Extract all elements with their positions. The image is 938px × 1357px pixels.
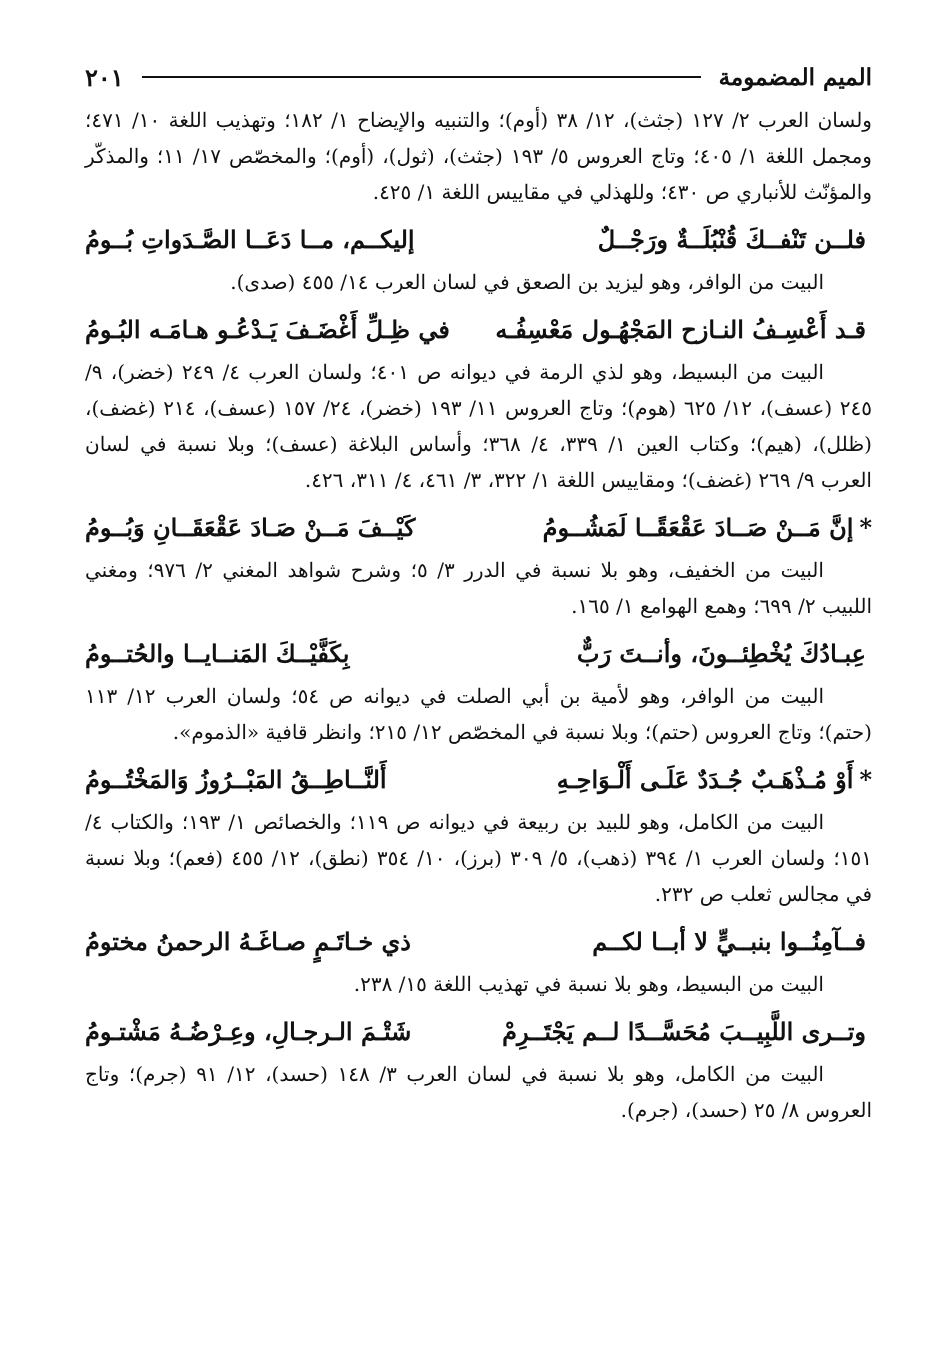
verse-note: البيت من الوافر، وهو ليزيد بن الصعق في لسان العرب ١٤/ ٤٥٥ (صدى). [230,270,824,294]
first-hemistich: وتــرى اللَّبِيــبَ مُحَسَّــدًا لــم يَجْتَــرِمْ [502,1017,866,1046]
verse-line [85,306,872,354]
second-hemistich: في ظِـلِّ أَغْضَـفَ يَـدْعُـو هـامَـه البُـومُ [85,315,450,344]
verse-line [85,216,872,264]
continuation-note: ولسان العرب ٢/ ١٢٧ (جثث)، ١٢/ ٣٨ (أوم)؛ والتنبيه والإيضاح ١/ ١٨٢؛ وتهذيب اللغة ١٠/ ٤٧١؛ ومجمل اللغة ١/ ٤٠٥؛ وتاج العروس ٥/ ١٩٣ (جثث)، (ثول)، (أوم)؛ والمخصّص ١٧/ ١١؛ والمذكّر والمؤنّث للأنباري ص ٤٣٠؛ وللهذلي في مقاييس اللغة ١/ ٤٢٥. [85,108,872,204]
first-hemistich: إنَّ مَــنْ صَــادَ عَقْعَقًــا لَمَشُــومُ [542,513,854,542]
running-title: الميم المضمومة [718,63,872,91]
verse-entry [85,1008,872,1128]
header-rule [142,76,701,78]
verse-line [85,1008,872,1056]
verse-line [85,756,872,804]
first-hemistich: فــآمِنُــوا بنبــيٍّ لا أبــا لكــم [592,927,866,956]
verse-entry [85,216,872,300]
verse-note: البيت من الكامل، وهو بلا نسبة في لسان العرب ٣/ ١٤٨ (حسد)، ١٢/ ٩١ (جرم)؛ وتاج العروس ٨/ ٢٥ (حسد)، (جرم). [85,1062,872,1122]
verse-note: البيت من البسيط، وهو بلا نسبة في تهذيب اللغة ١٥/ ٢٣٨. [353,972,824,996]
verse-note: البيت من الكامل، وهو للبيد بن ربيعة في ديوانه ص ١١٩؛ والخصائص ١/ ١٩٣؛ والكتاب ٤/ ١٥١؛ ولسان العرب ١/ ٣٩٤ (ذهب)، ٥/ ٣٠٩ (برز)، ١٠/ ٣٥٤ (نطق)، ١٢/ ٤٥٥ (فعم)؛ وبلا نسبة في مجالس ثعلب ص ٢٣٢. [85,810,872,906]
verse-entry [85,630,872,750]
page-header [85,58,872,96]
first-hemistich: أَوْ مُـذْهَـبٌ جُـدَدٌ عَلَـى أَلْـوَاحِـهِ [556,765,854,794]
verse-entry [85,504,872,624]
verse-entry [85,756,872,912]
star-mark: * [859,513,872,542]
verse-note: البيت من البسيط، وهو لذي الرمة في ديوانه ص ٤٠١؛ ولسان العرب ٤/ ٢٤٩ (خضر)، ٩/ ٢٤٥ (عسف)، ١٢/ ٦٢٥ (هوم)؛ وتاج العروس ١١/ ١٩٣ (خضر)، ٢٤/ ١٥٧ (عسف)، ٢١٤ (غضف)، (ظلل)، (هيم)؛ وكتاب العين ١/ ٣٣٩، ٤/ ٣٦٨؛ وأساس البلاغة (عسف)؛ وبلا نسبة في لسان العرب ٩/ ٢٦٩ (غضف)؛ ومقاييس اللغة ١/ ٣٢٢، ٣/ ٤٦١، ٤/ ٣١١، ٤٢٦. [85,360,872,492]
second-hemistich: كَيْــفَ مَــنْ صَـادَ عَقْعَقَــانِ وَبُــومُ [85,513,416,542]
second-hemistich: إليكــم، مــا دَعَــا الصَّـدَواتِ بُــومُ [85,225,415,254]
first-hemistich: عِبـادُكَ يُخْطِئــونَ، وأنــتَ رَبٌّ [576,639,866,668]
second-hemistich: شَتْـمَ الـرجـالِ، وعِـرْضُـهُ مَشْتـومُ [85,1017,412,1046]
verse-line [85,630,872,678]
page-number: ٢٠١ [85,62,124,92]
verse-note: البيت من الوافر، وهو لأمية بن أبي الصلت في ديوانه ص ٥٤؛ ولسان العرب ١٢/ ١١٣ (حتم)؛ وتاج العروس (حتم)؛ وبلا نسبة في المخصّص ١٢/ ٢١٥؛ وانظر قافية «الذموم». [85,684,872,744]
verse-entry [85,918,872,1002]
verse-note: البيت من الخفيف، وهو بلا نسبة في الدرر ٣/ ٥؛ وشرح شواهد المغني ٢/ ٩٧٦؛ ومغني اللبيب ٢/ ٦٩٩؛ وهمع الهوامع ١/ ١٦٥. [85,558,872,618]
verse-entry [85,306,872,498]
second-hemistich: بِكَفَّيْــكَ المَنــايــا والحُتــومُ [85,639,350,668]
star-mark: * [859,765,872,794]
book-page [85,58,872,1317]
second-hemistich: أَلنَّــاطِــقُ المَبْــرُوزُ وَالمَخْتُــومُ [85,765,387,794]
first-hemistich: فلــن تَنْفــكَ قُنْبُلَــةٌ ورَجْــلٌ [597,225,866,254]
verse-line [85,918,872,966]
verse-line [85,504,872,552]
second-hemistich: ذي خـاتَـمٍ صـاغَـهُ الرحمنُ مختومُ [85,927,411,956]
first-hemistich: قـد أَعْسِـفُ النـازح المَجْهُـول مَعْسِفُـه [495,315,866,344]
